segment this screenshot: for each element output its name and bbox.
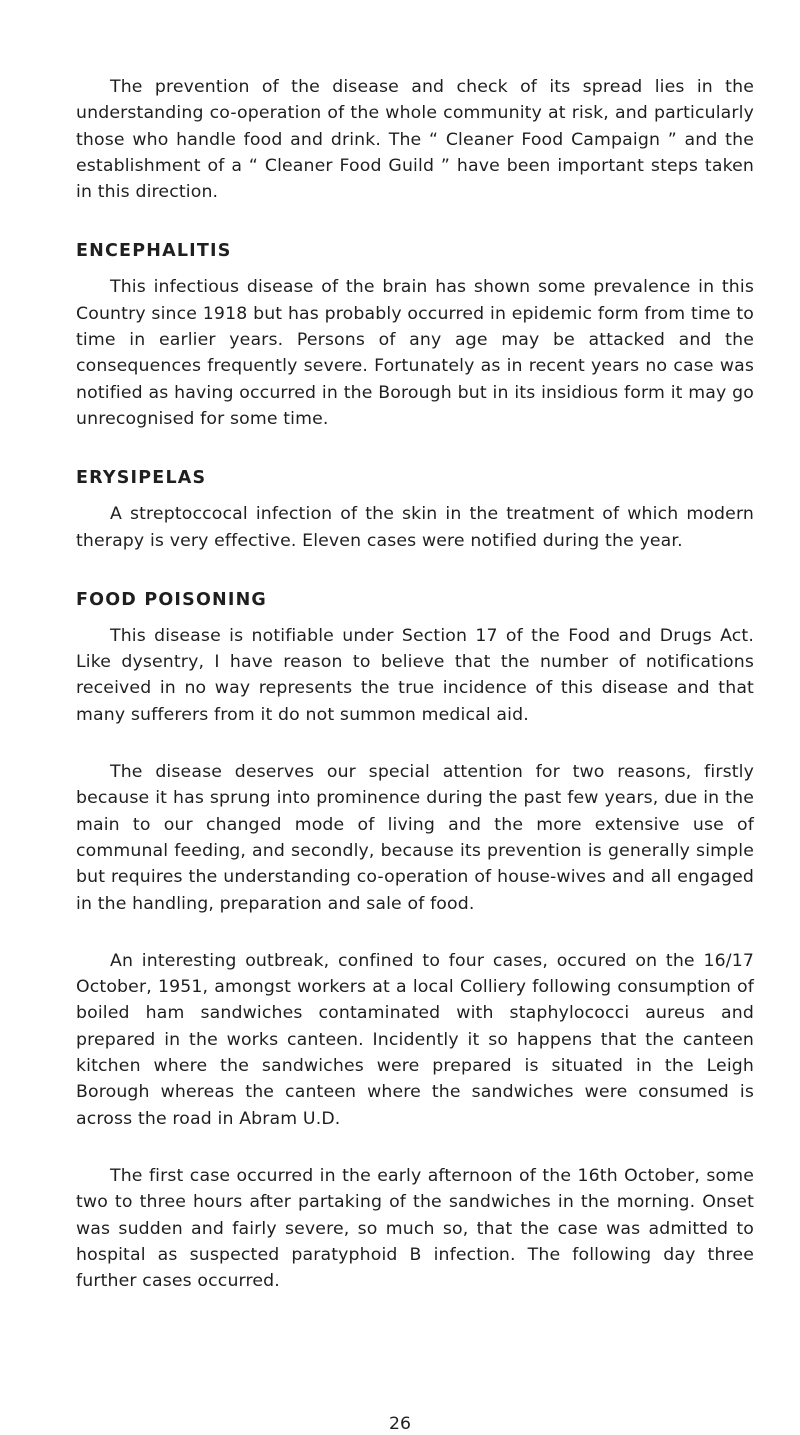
encephalitis-heading: ENCEPHALITIS <box>76 241 232 262</box>
food-poisoning-heading: FOOD POISONING <box>76 589 267 610</box>
erysipelas-paragraph: A streptoccocal infection of the skin in the treatment of which modern therapy is very effective. Eleven cases were notified during the year. <box>76 504 754 551</box>
food-poisoning-paragraph-1: This disease is notifiable under Section 17 of the Food and Drugs Act. Like dysentry, I have reason to believe that the number of notifications received in no way represents the true incidence of this disease and that many sufferers from it do not summon medical aid. <box>76 625 754 725</box>
page-number: 26 <box>389 1414 411 1434</box>
erysipelas-heading: ERYSIPELAS <box>76 468 207 489</box>
food-poisoning-paragraph-4: The first case occurred in the early afternoon of the 16th October, some two to three hours after partaking of the sandwiches in the morning. Onset was sudden and fairly severe, so much so, that the case was admitted to hospital as suspected paratyphoid B infection. The following day three further cases occurred. <box>76 1165 754 1292</box>
food-poisoning-paragraph-3: An interesting outbreak, confined to four cases, occured on the 16/17 October, 1951, amongst workers at a local Colliery following consumption of boiled ham sandwiches contaminated with staphylococci aureus and prepared in the works canteen. Incidently it so happens that the canteen kitchen where the sandwiches were prepared is situated in the Leigh Borough whereas the canteen where the sandwiches were consumed is across the road in Abram U.D. <box>76 950 754 1129</box>
encephalitis-paragraph: This infectious disease of the brain has shown some prevalence in this Country since 1918 but has probably occurred in epidemic form from time to time in earlier years. Persons of any age may be attacked and the consequences frequently severe. Fortunately as in recent years no case was notified as having occurred in the Borough but in its insidious form it may go unrecognised for some time. <box>76 277 754 429</box>
document-page <box>76 74 754 1294</box>
food-poisoning-paragraph-2: The disease deserves our special attention for two reasons, firstly because it has sprung into prominence during the past few years, due in the main to our changed mode of living and the more extensive use of communal feeding, and secondly, because its prevention is generally simple but requires the understanding co-operation of house-wives and all engaged in the handling, preparation and sale of food. <box>76 762 754 914</box>
intro-paragraph: The prevention of the disease and check of its spread lies in the understanding co-operation of the whole community at risk, and particularly those who handle food and drink. The “ Cleaner Food Campaign ” and the establishment of a “ Cleaner Food Guild ” have been important steps taken in this direction. <box>76 77 754 203</box>
